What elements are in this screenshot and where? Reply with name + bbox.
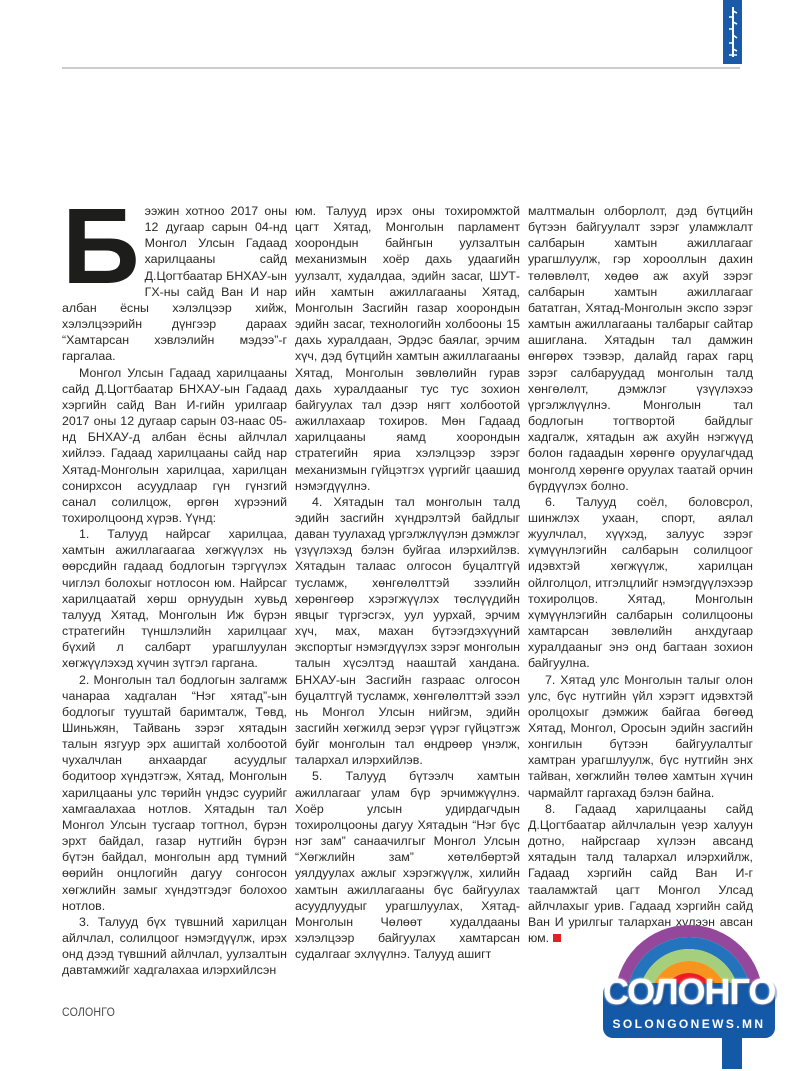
mongolian-script-icon (727, 6, 739, 58)
article-column-3 (528, 203, 753, 946)
logo-stem (722, 1036, 742, 1069)
paragraph-point-7: 7. Хятад улс Монголын талыг олон улс, бүс нутгийн үйл хэрэгт идэвхтэй оролцохыг дэмжиж байгаа бөгөөд Хятад, Монгол, Оросын эдийн засгийн хонгилын бүтээн байгуулалтыг хамтран урагшлуулж, бүс нутгийн энх тайван, хөгжлийн төлөө хамтын хүчин чармайлт гаргахад бэлэн байна. (528, 672, 753, 800)
paragraph-point-8-text: 8. Гадаад харилцааны сайд Д.Цогтбаатар айлчлалын үеэр халуун дотно, найрсгаар хүлээн авсанд хятадын талд талархал илэрхийлж, Гадаад хэргийн сайд Ван И-г тааламжтай цагт Монгол Улсад айлчлахыг урив. Гадаад хэргийн сайд Ван И урилгыг талархан хүлээн авсан юм. (528, 801, 753, 946)
paragraph-point-4: 4. Хятадын тал монголын талд эдийн засгийн хүндрэлтэй байдлыг даван туулахад үргэлжлүүлэн дэмжлэг үзүүлэхэд бэлэн буйгаа илэрхийлэв. Хятадын талаас олгосон буцалтгүй тусламж, хөнгөлөлттэй зээлийн хөрөнгөөр хэрэгжүүлэх төслүүдийн явцыг түргэсгэх, уул уурхай, эрчим хүч, мах, махан бүтээгдэхүүний экспортыг нэмэгдүүлэх зэрэг монголын талын хүсэлтэд нааштай хандана. БНХАУ-ын Засгийн газраас олгосон буцалтгүй тусламж, хөнгөлөлттэй зээл нь Монгол Улсын нийгэм, эдийн засгийн хөгжилд эерэг үүрэг гүйцэтгэж буйг монголын тал өндрөөр үнэлж, талархал илэрхийлэв. (295, 494, 520, 768)
masthead-rule (62, 67, 740, 69)
lead-paragraph-text: ээжин хотноо 2017 оны 12 дугаар сарын 04-нд Монгол Улсын Гадаад харилцааны сайд Д.Цогтбаатар БНХАУ-ын ГХ-ны сайд Ван И нар албан ёсны хэлэлцээр хийж, хэлэлцээрийн дүнгээр дараах “Хамтарсан хэвлэлийн мэдээ”-г гаргалаа. (62, 204, 287, 364)
footer-brand: СОЛОНГО (62, 1007, 115, 1019)
paragraph-point-6: 6. Талууд соёл, боловсрол, шинжлэх ухаан, спорт, аялал жуулчлал, хүүхэд, залуус зэрэг хүмүүнлэгийн салбарын солилцоог идэвхтэй хөгжүүлж, харилцан ойлголцол, итгэлцлийг нэмэгдүүлэхээр тохиролцов. Хятад, Монголын хүмүүнлэгийн салбарын солилцооны хамтарсан зөвлөлийн анхдугаар хуралдааныг энэ онд багтаан зохион байгуулна. (528, 494, 753, 671)
article-column-2 (295, 203, 520, 962)
masthead-script-bar (723, 0, 742, 64)
paragraph-point-2: 2. Монголын тал бодлогын залгамж чанараа хадгалан “Нэг хятад”-ын бодлогыг тууштай баримталж, Төвд, Шиньжян, Тайвань зэрэг хятадын талын язгуур эрх ашигтай холбоотой чухалчлан анхаардаг асуудлыг бодитоор хүндэтгэж, Хятад, Монголын харилцааны улс төрийн үндэс суурийг хамгаалахаа нотлов. Хятадын тал Монгол Улсын тусгаар тогтнол, бүрэн эрхт байдал, газар нутгийн бүрэн бүтэн байдал, монголын ард түмний өөрийн онцлогийн дагуу сонгосон хөгжлийн замыг хүндэтгэдэг болохоо нотлов. (62, 672, 287, 913)
lead-paragraph (62, 185, 287, 365)
paragraph-point-5-continued: малтмалын олборлолт, дэд бүтцийн бүтээн байгуулалт зэрэг уламжлалт салбарын хамтын ажиллагааг урагшлуулж, гэр хорооллын дахин төлөвлөлт, хөдөө аж ахуй зэрэг салбарын хамтын ажиллагааг бататган, Хятад-Монголын экспо зэрэг хамтын ажиллагааны талбарыг сайтар ашиглана. Хятадын тал дамжин өнгөрөх тээвэр, далайд гарах гарц зэрэг салбаруудад монголын талд хөнгөлөлт, дэмжлэг үзүүлэхээ үргэлжлүүлнэ. Монголын тал бодлогын тогтвортой байдлыг хадгалж, хятадын аж ахуйн нэгжүүд болон гадаадын хөрөнгө оруулагчдад монголд хөрөнгө оруулах таатай орчин бүрдүүлэх болно. (528, 204, 753, 493)
logo-url: SOLONGONEWS.MN (612, 1017, 766, 1031)
paragraph-intro: Монгол Улсын Гадаад харилцааны сайд Д.Цогтбаатар БНХАУ-ын Гадаад хэргийн сайд Ван И-гийн урилгаар 2017 оны 12 дугаар сарын 03-наас 05-нд БНХАУ-д албан ёсны айлчлал хийлээ. Гадаад харилцааны сайд нар Хятад-Монголын харилцаа, харилцан сонирхсон асуудлаар гүн гүнзгий санал солилцож, өргөн хүрээний тохиролцоонд хүрэв. Үүнд: (62, 365, 287, 525)
paragraph-point-1: 1. Талууд найрсаг харилцаа, хамтын ажиллагаагаа хөгжүүлэх нь өөрсдийн гадаад бодлогын тэргүүлэх чиглэл болохыг нотлосон юм. Найрсаг харилцаатай хөрш орнуудын хувьд талууд Хятад, Монголын Иж бүрэн стратегийн түншлэлийн харилцааг бүхий л салбарт урагшлуулан хөгжүүлэхэд хүчин зүтгэл гаргана. (62, 527, 287, 671)
paragraph-point-3-start: 3. Талууд бүх түвшний харилцан айлчлал, солилцоог нэмэгдүүлж, ирэх онд дээд түвшний айлчлал, уулзалтын давтамжийг хадгалахаа илэрхийлсэн (62, 914, 287, 978)
paragraph-point-5-start: 5. Талууд бүтээлч хамтын ажиллагааг улам бүр эрчимжүүлнэ. Хоёр улсын удирдагчдын тохиролцооны дагуу Хятадын “Нэг бүс нэг зам” санаачилгыг Монгол Улсын “Хөгжлийн зам” хөтөлбөртэй уялдуулах ажлыг хэрэгжүүлж, хилийн хамтын ажиллагааны бүс байгуулах асуудлуудыг урагшлуулах, Хятад-Монголын Чөлөөт худалдааны хэлэлцээр байгуулах хамтарсан судалгааг эхлүүлнэ. Талууд ашигт (295, 769, 520, 962)
end-of-article-marker (553, 934, 561, 942)
logo-title: СОЛОНГО (603, 971, 776, 1012)
drop-cap: Б (62, 185, 138, 306)
paragraph-point-3-continued: юм. Талууд ирэх оны тохиромжтой цагт Хятад, Монголын парламент хоорондын байнгын уулзалтын механизмын хоёр дахь удаагийн уулзалт, худалдаа, эдийн засаг, ШУТ-ийн хамтын ажиллагааны Хятад, Монголын Засгийн газар хоорондын эдийн засаг, технологийн холбооны 15 дахь хуралдаан, Эрдэс баялаг, эрчим хүч, дэд бүтцийн хамтын ажиллагааны Хятад, Монголын зөвлөлийн гурав дахь хуралдааныг тус тус зохион байгуулах тал дээр нягт холбоотой ажиллахаар тохиров. Мөн Гадаад харилцааны яамд хоорондын стратегийн яриа хэлэлцээр зэрэг механизмын гүйцэтгэх үүргийг цаашид нэмэгдүүлнэ. (295, 204, 520, 493)
solongo-logo (603, 923, 775, 1071)
article-column-1 (62, 185, 287, 979)
